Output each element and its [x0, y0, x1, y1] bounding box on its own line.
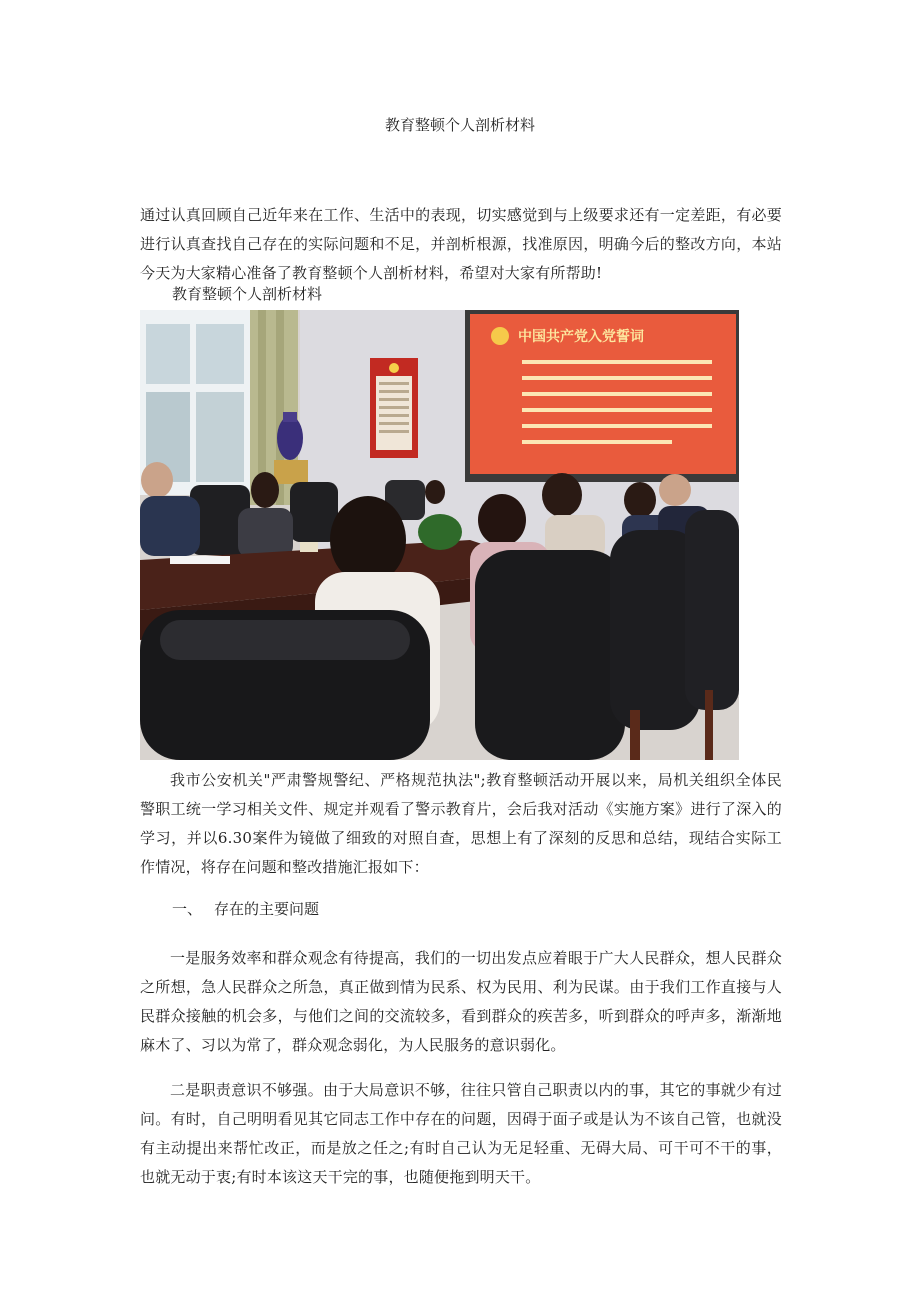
intro-paragraph: 通过认真回顾自己近年来在工作、生活中的表现，切实感觉到与上级要求还有一定差距，有必要进行认真查找自己存在的实际问题和不足，并剖析根源，找准原因，明确今后的整改方向，本站今天为大家精心准备了教育整顿个人剖析材料，希望对大家有所帮助! [140, 206, 782, 282]
party-emblem-icon [491, 327, 509, 345]
meeting-photo [140, 310, 739, 760]
section-heading-1 [172, 898, 319, 920]
document-title: 教育整顿个人剖析材料 [384, 116, 535, 134]
paragraph-3: 二是职责意识不够强。由于大局意识不够，往往只管自己职责以内的事，其它的事就少有过问。有时，自己明明看见其它同志工作中存在的问题，因碍于面子或是认为不该自己管，也就没有主动提出来帮忙改正，而是放之任之;有时自己认为无足轻重、无碍大局、可干可不干的事，也就无动于衷;有时本该这天干完的事，也随便拖到明天干。 [140, 1081, 782, 1186]
paragraph-1: 我市公安机关"严肃警规警纪、严格规范执法";教育整顿活动开展以来，局机关组织全体民警职工统一学习相关文件、规定并观看了警示教育片，会后我对活动《实施方案》进行了深入的学习，并以6.30案件为镜做了细致的对照自查，思想上有了深刻的反思和总结，现结合实际工作情况，将存在问题和整改措施汇报如下： [140, 771, 782, 876]
subtitle: 教育整顿个人剖析材料 [172, 285, 323, 303]
section-title: 存在的主要问题 [214, 900, 320, 918]
paragraph-2: 一是服务效率和群众观念有待提高，我们的一切出发点应着眼于广大人民群众，想人民群众之所想，急人民群众之所急，真正做到情为民系、权为民用、利为民谋。由于我们工作直接与人民群众接触的机会多，与他们之间的交流较多，看到群众的疾苦多，听到群众的呼声多，渐渐地麻木了、习以为常了，群众观念弱化，为人民服务的意识弱化。 [140, 949, 782, 1054]
section-number: 一、 [172, 900, 203, 918]
slide-title: 中国共产党入党誓词 [518, 329, 644, 345]
